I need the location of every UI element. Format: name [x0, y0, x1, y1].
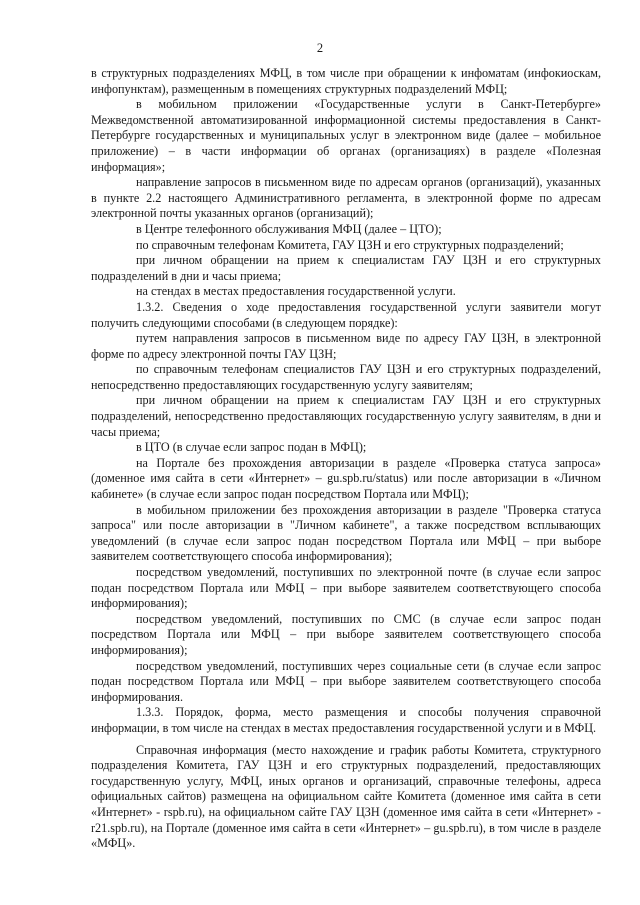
- paragraph: в мобильном приложении без прохождения авторизации в разделе "Проверка статуса запроса" или после авторизации в "Личном кабинете", а также посредством всплывающих уведомлений (в случае если запрос подан посредством Портала или МФЦ – при выборе заявителем соответствующего способа информирования);: [91, 502, 601, 564]
- page-number: 2: [316, 41, 324, 55]
- paragraph: по справочным телефонам Комитета, ГАУ ЦЗН и его структурных подразделений;: [136, 237, 564, 252]
- paragraph: путем направления запросов в письменном виде по адресу ГАУ ЦЗН, в электронной форме по адресу электронной почты ГАУ ЦЗН;: [91, 331, 601, 361]
- body-text: [91, 66, 601, 852]
- paragraph: в Центре телефонного обслуживания МФЦ (далее – ЦТО);: [136, 221, 442, 236]
- paragraph: на Портале без прохождения авторизации в разделе «Проверка статуса запроса» (доменное имя сайта в сети «Интернет» – gu.spb.ru/status) или после авторизации в «Личном кабинете» (в случае если запрос подан посредством Портала или МФЦ);: [91, 455, 601, 502]
- paragraph: в структурных подразделениях МФЦ, в том числе при обращении к инфоматам (инфокиоскам, инфопунктам), размещенным в помещениях структурных подразделений МФЦ;: [91, 66, 601, 96]
- paragraph: направление запросов в письменном виде по адресам органов (организаций), указанных в пункте 2.2 настоящего Административного регламента, в электронной форме по адресам электронной почты указанных органов (организаций);: [91, 175, 601, 221]
- paragraph: 1.3.2. Сведения о ходе предоставления государственной услуги заявители могут получить следующими способами (в следующем порядке):: [91, 299, 601, 330]
- paragraph: на стендах в местах предоставления государственной услуги.: [136, 284, 456, 299]
- paragraph: при личном обращении на прием к специалистам ГАУ ЦЗН и его структурных подразделений, непосредственно предоставляющих государственную услугу заявителям, в дни и часы приема;: [91, 393, 601, 439]
- paragraph: при личном обращении на прием к специалистам ГАУ ЦЗН и его структурных подразделений в дни и часы приема;: [91, 253, 601, 283]
- paragraph: 1.3.3. Порядок, форма, место размещения и способы получения справочной информации, в том числе на стендах в местах предоставления государственной услуги и в МФЦ.: [91, 705, 601, 735]
- paragraph: посредством уведомлений, поступивших по СМС (в случае если запрос подан посредством Портала или МФЦ – при выборе заявителем соответствующего способа информирования);: [91, 611, 601, 657]
- paragraph: по справочным телефонам специалистов ГАУ ЦЗН и его структурных подразделений, непосредственно предоставляющих государственную услугу заявителям;: [91, 362, 601, 392]
- paragraph: Справочная информация (место нахождение и график работы Комитета, структурного подразделения Комитета, ГАУ ЦЗН и его структурных подразделений, предоставляющих государственную услугу, МФЦ, иных органов и организаций, справочные телефоны, адреса официальных сайтов) размещена на официальном сайте Комитета (доменное имя сайта в сети «Интернет» - rspb.ru), на официальном сайте ГАУ ЦЗН (доменное имя сайта в сети «Интернет» - r21.spb.ru), на Портале (доменное имя сайта в сети «Интернет» – gu.spb.ru), в том числе в разделе «МФЦ».: [91, 742, 601, 851]
- paragraph: посредством уведомлений, поступивших по электронной почте (в случае если запрос подан посредством Портала или МФЦ – при выборе заявителем соответствующего способа информирования);: [91, 565, 601, 611]
- paragraph: посредством уведомлений, поступивших через социальные сети (в случае если запрос подан посредством Портала или МФЦ – при выборе заявителем соответствующего способа информирования.: [91, 658, 601, 704]
- paragraph: в мобильном приложении «Государственные услуги в Санкт-Петербурге» Межведомственной автоматизированной информационной системы предоставления в Санкт-Петербурге государственных и муниципальных услуг в электронном виде (далее – мобильное приложение) – в части информации об органах (организациях) в разделе «Полезная информация»;: [91, 97, 601, 174]
- paragraph: в ЦТО (в случае если запрос подан в МФЦ);: [136, 440, 367, 455]
